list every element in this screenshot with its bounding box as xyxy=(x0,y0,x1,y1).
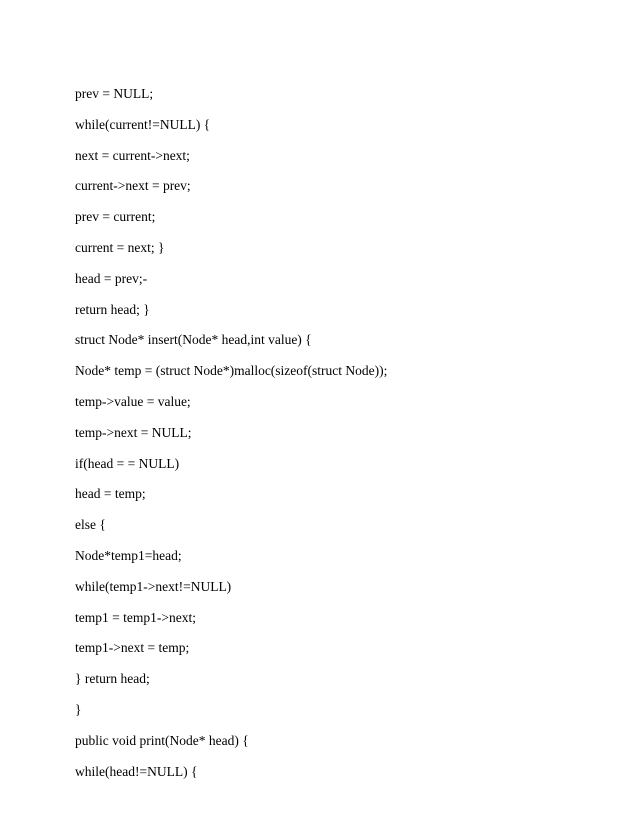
code-line: temp->next = NULL; xyxy=(75,424,192,440)
code-line: temp->value = value; xyxy=(75,393,191,409)
code-line: while(current!=NULL) { xyxy=(75,116,211,132)
code-line: current->next = prev; xyxy=(75,178,191,194)
code-line: next = current->next; xyxy=(75,147,190,163)
code-line: return head; } xyxy=(75,301,150,317)
code-line: if(head = = NULL) xyxy=(75,455,180,471)
code-line: struct Node* insert(Node* head,int value) { xyxy=(75,332,312,348)
code-line: Node* temp = (struct Node*)malloc(sizeof(struct Node)); xyxy=(75,363,388,379)
code-line: head = prev;- xyxy=(75,270,148,286)
code-line: while(temp1->next!=NULL) xyxy=(75,578,232,594)
code-line: else { xyxy=(75,517,106,533)
code-listing xyxy=(75,86,615,794)
code-line: } xyxy=(75,701,82,717)
code-line: head = temp; xyxy=(75,486,146,502)
code-line: prev = NULL; xyxy=(75,86,154,101)
code-line: current = next; } xyxy=(75,239,165,255)
code-line: prev = current; xyxy=(75,209,156,225)
code-line: Node*temp1=head; xyxy=(75,547,182,563)
code-line: public void print(Node* head) { xyxy=(75,732,249,748)
code-line: while(head!=NULL) { xyxy=(75,763,198,779)
code-line: } return head; xyxy=(75,671,150,687)
code-line: temp1 = temp1->next; xyxy=(75,609,196,625)
code-line: temp1->next = temp; xyxy=(75,640,190,656)
